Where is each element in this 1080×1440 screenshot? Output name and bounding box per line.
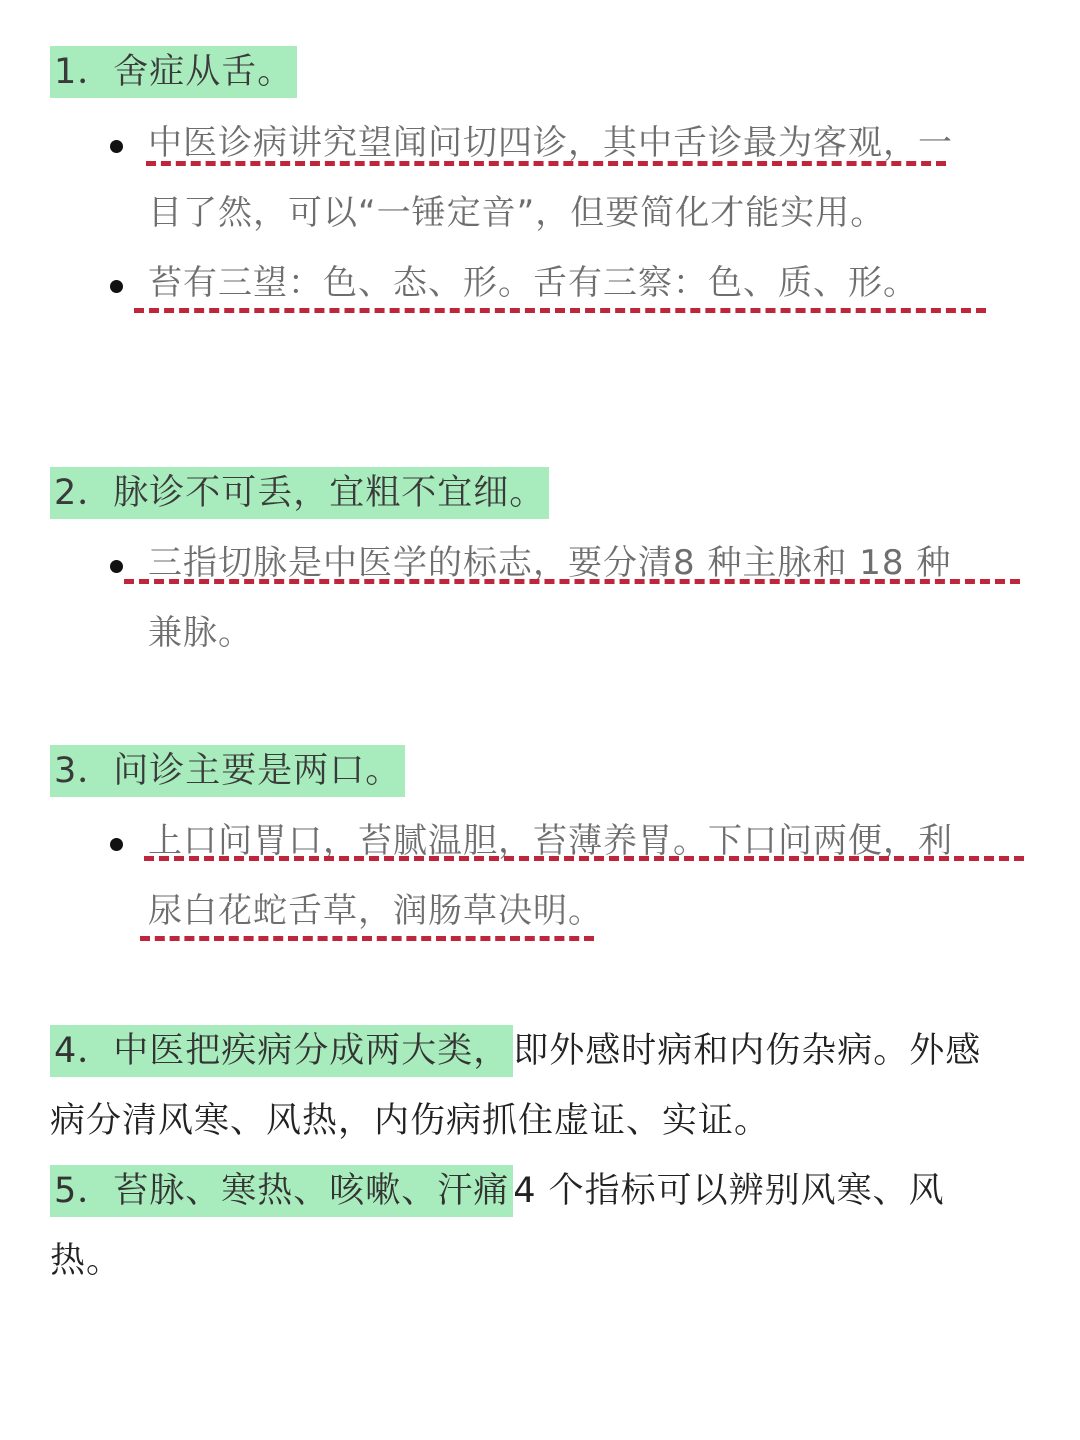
bullet-dot-icon <box>110 838 123 851</box>
section-3-heading <box>50 745 405 797</box>
bullet-line: 目了然，可以“一锤定音”，但要简化才能实用。 <box>148 193 886 233</box>
bullet-line: 兼脉。 <box>148 613 253 653</box>
red-dashed-underline <box>140 936 594 941</box>
bullet-line: 苔有三望：色、态、形。舌有三察：色、质、形。 <box>148 263 918 303</box>
section-5-line-2: 热。 <box>50 1241 123 1281</box>
section-2-heading <box>50 467 549 519</box>
bullet-dot-icon <box>110 280 123 293</box>
bullet-line: 尿白花蛇舌草，润肠草决明。 <box>148 891 603 931</box>
section-3-heading-text: 3．问诊主要是两口。 <box>50 745 405 797</box>
section-5-text: 4 个指标可以辨别风寒、风 <box>513 1171 945 1211</box>
red-dashed-underline <box>144 856 1024 861</box>
section-4-text: 即外感时病和内伤杂病。外感 <box>513 1031 982 1071</box>
red-dashed-underline <box>134 308 986 313</box>
bullet-line: 中医诊病讲究望闻问切四诊，其中舌诊最为客观，一 <box>148 123 953 163</box>
bullet-dot-icon <box>110 560 123 573</box>
section-5-highlight: 5．苔脉、寒热、咳嗽、汗痛 <box>50 1165 513 1217</box>
red-dashed-underline <box>146 161 946 166</box>
section-2-heading-text: 2．脉诊不可丢，宜粗不宜细。 <box>50 467 549 519</box>
bullet-line: 三指切脉是中医学的标志，要分清8 种主脉和 18 种 <box>148 543 952 583</box>
section-1-heading <box>50 46 297 98</box>
section-4-highlight: 4．中医把疾病分成两大类， <box>50 1025 513 1077</box>
section-4-line-1 <box>50 1025 981 1077</box>
bullet-line: 上口问胃口，苔腻温胆，苔薄养胃。下口问两便，利 <box>148 821 953 861</box>
red-dashed-underline <box>124 579 1020 584</box>
section-4-line-2: 病分清风寒、风热，内伤病抓住虚证、实证。 <box>50 1101 771 1141</box>
section-5-line-1 <box>50 1165 945 1217</box>
bullet-dot-icon <box>110 140 123 153</box>
section-1-heading-text: 1．舍症从舌。 <box>50 46 297 98</box>
